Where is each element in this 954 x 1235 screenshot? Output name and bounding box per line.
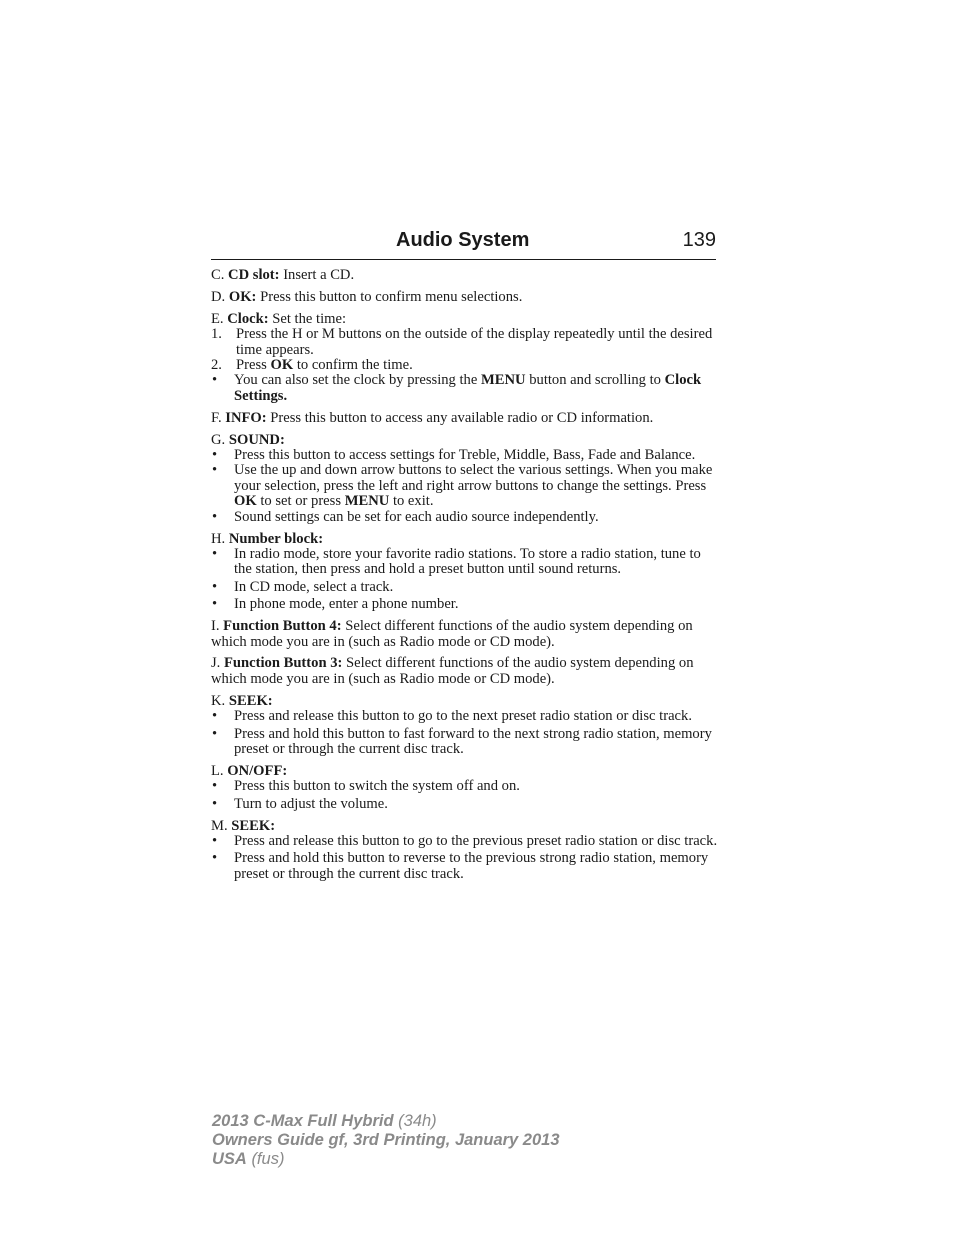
- item-j: [211, 656, 721, 687]
- bullet-icon: •: [212, 833, 218, 849]
- item-m: [211, 819, 721, 834]
- item-text: Select different functions of the audio system depending on which mode you are in (such as Radio mode or CD mode).: [211, 655, 694, 687]
- item-e: [211, 312, 721, 327]
- page-content: [211, 268, 721, 882]
- item-c: [211, 268, 721, 283]
- item-letter: C.: [211, 267, 225, 283]
- bullet-icon: •: [212, 546, 218, 562]
- item-term: SEEK:: [228, 692, 273, 709]
- bullet-item: • Press and release this button to go to the previous preset radio station or disc track.: [212, 833, 718, 849]
- item-f: [211, 411, 721, 426]
- bullet-item: • In CD mode, select a track.: [212, 578, 394, 595]
- item-term: Function Button 3:: [223, 655, 343, 672]
- bullet-icon: •: [212, 850, 218, 867]
- item-l: [211, 764, 721, 779]
- item-term: ON/OFF:: [227, 762, 288, 779]
- bullet-item: • Press this button to switch the system off and on.: [212, 778, 520, 795]
- item-term: INFO:: [225, 409, 267, 426]
- item-letter: H.: [211, 530, 226, 547]
- bullet-icon: •: [212, 596, 218, 613]
- numbered-step: 1. Press the H or M buttons on the outside of the display repeatedly until the desired time appears.: [211, 326, 713, 358]
- item-letter: F.: [211, 409, 222, 426]
- item-d: [211, 290, 721, 305]
- item-letter: D.: [211, 288, 226, 305]
- numbered-step: 2. Press OK to confirm the time.: [211, 357, 413, 374]
- item-letter: I.: [211, 618, 220, 635]
- item-text: Set the time:: [272, 310, 347, 327]
- item-letter: L.: [211, 762, 224, 779]
- item-text: Select different functions of the audio system depending on which mode you are in (such as Radio mode or CD mode).: [211, 618, 693, 650]
- item-text: Press this button to access any available radio or CD information.: [270, 409, 654, 426]
- bullet-item: • Use the up and down arrow buttons to select the various settings. When you make your selection, press the left and right arrow buttons to change the settings. Press OK to set or press MENU to exit.: [212, 462, 713, 510]
- item-letter: G.: [211, 431, 226, 448]
- bullet-item: • In radio mode, store your favorite radio stations. To store a radio station, tune to the station, then press and hold a preset button until sound returns.: [212, 546, 701, 578]
- bullet-icon: •: [212, 447, 218, 464]
- bullet-item: • Press this button to access settings for Treble, Middle, Bass, Fade and Balance.: [212, 447, 696, 464]
- bullet-icon: •: [212, 778, 218, 795]
- bullet-icon: •: [212, 462, 218, 479]
- item-k: [211, 694, 721, 709]
- page-footer: [212, 1112, 560, 1169]
- item-letter: J.: [211, 655, 221, 672]
- item-term: CD slot:: [228, 267, 280, 283]
- bullet-item: • Press and hold this button to fast forward to the next strong radio station, memory preset or through the current disc track.: [212, 725, 712, 757]
- footer-line-market: USA (fus): [212, 1150, 285, 1168]
- bullet-item: • Turn to adjust the volume.: [212, 795, 388, 812]
- bullet-icon: •: [212, 795, 218, 812]
- page-number: 139: [682, 229, 716, 251]
- bullet-icon: •: [212, 708, 218, 725]
- bullet-item: • You can also set the clock by pressing the MENU button and scrolling to Clock Settings.: [212, 372, 702, 404]
- bullet-icon: •: [212, 725, 218, 742]
- item-i: [211, 619, 721, 650]
- item-text: Insert a CD.: [283, 267, 355, 283]
- item-text: Press this button to confirm menu selections.: [260, 288, 523, 305]
- bullet-item: • Press and release this button to go to the next preset radio station or disc track.: [212, 708, 692, 725]
- bullet-icon: •: [212, 372, 218, 389]
- item-term: Number block:: [228, 530, 324, 547]
- item-letter: E.: [211, 310, 224, 327]
- item-h: [211, 532, 721, 547]
- item-term: OK:: [228, 288, 257, 305]
- item-g: [211, 433, 721, 448]
- bullet-item: • In phone mode, enter a phone number.: [212, 596, 459, 613]
- footer-line-guide: Owners Guide gf, 3rd Printing, January 2013: [212, 1131, 560, 1149]
- bullet-icon: •: [212, 578, 218, 595]
- bullet-icon: •: [212, 508, 218, 525]
- bullet-item: • Press and hold this button to reverse to the previous strong radio station, memory preset or through the current disc track.: [212, 850, 709, 882]
- item-term: SOUND:: [228, 431, 285, 448]
- item-term: Function Button 4:: [223, 618, 342, 635]
- section-title: Audio System: [396, 229, 530, 251]
- footer-line-model: 2013 C-Max Full Hybrid (34h): [212, 1112, 437, 1130]
- item-letter: M.: [211, 817, 228, 834]
- item-letter: K.: [211, 692, 226, 709]
- page-header: [211, 229, 716, 260]
- bullet-item: • Sound settings can be set for each audio source independently.: [212, 508, 599, 525]
- item-term: SEEK:: [231, 817, 276, 834]
- item-term: Clock:: [227, 310, 269, 327]
